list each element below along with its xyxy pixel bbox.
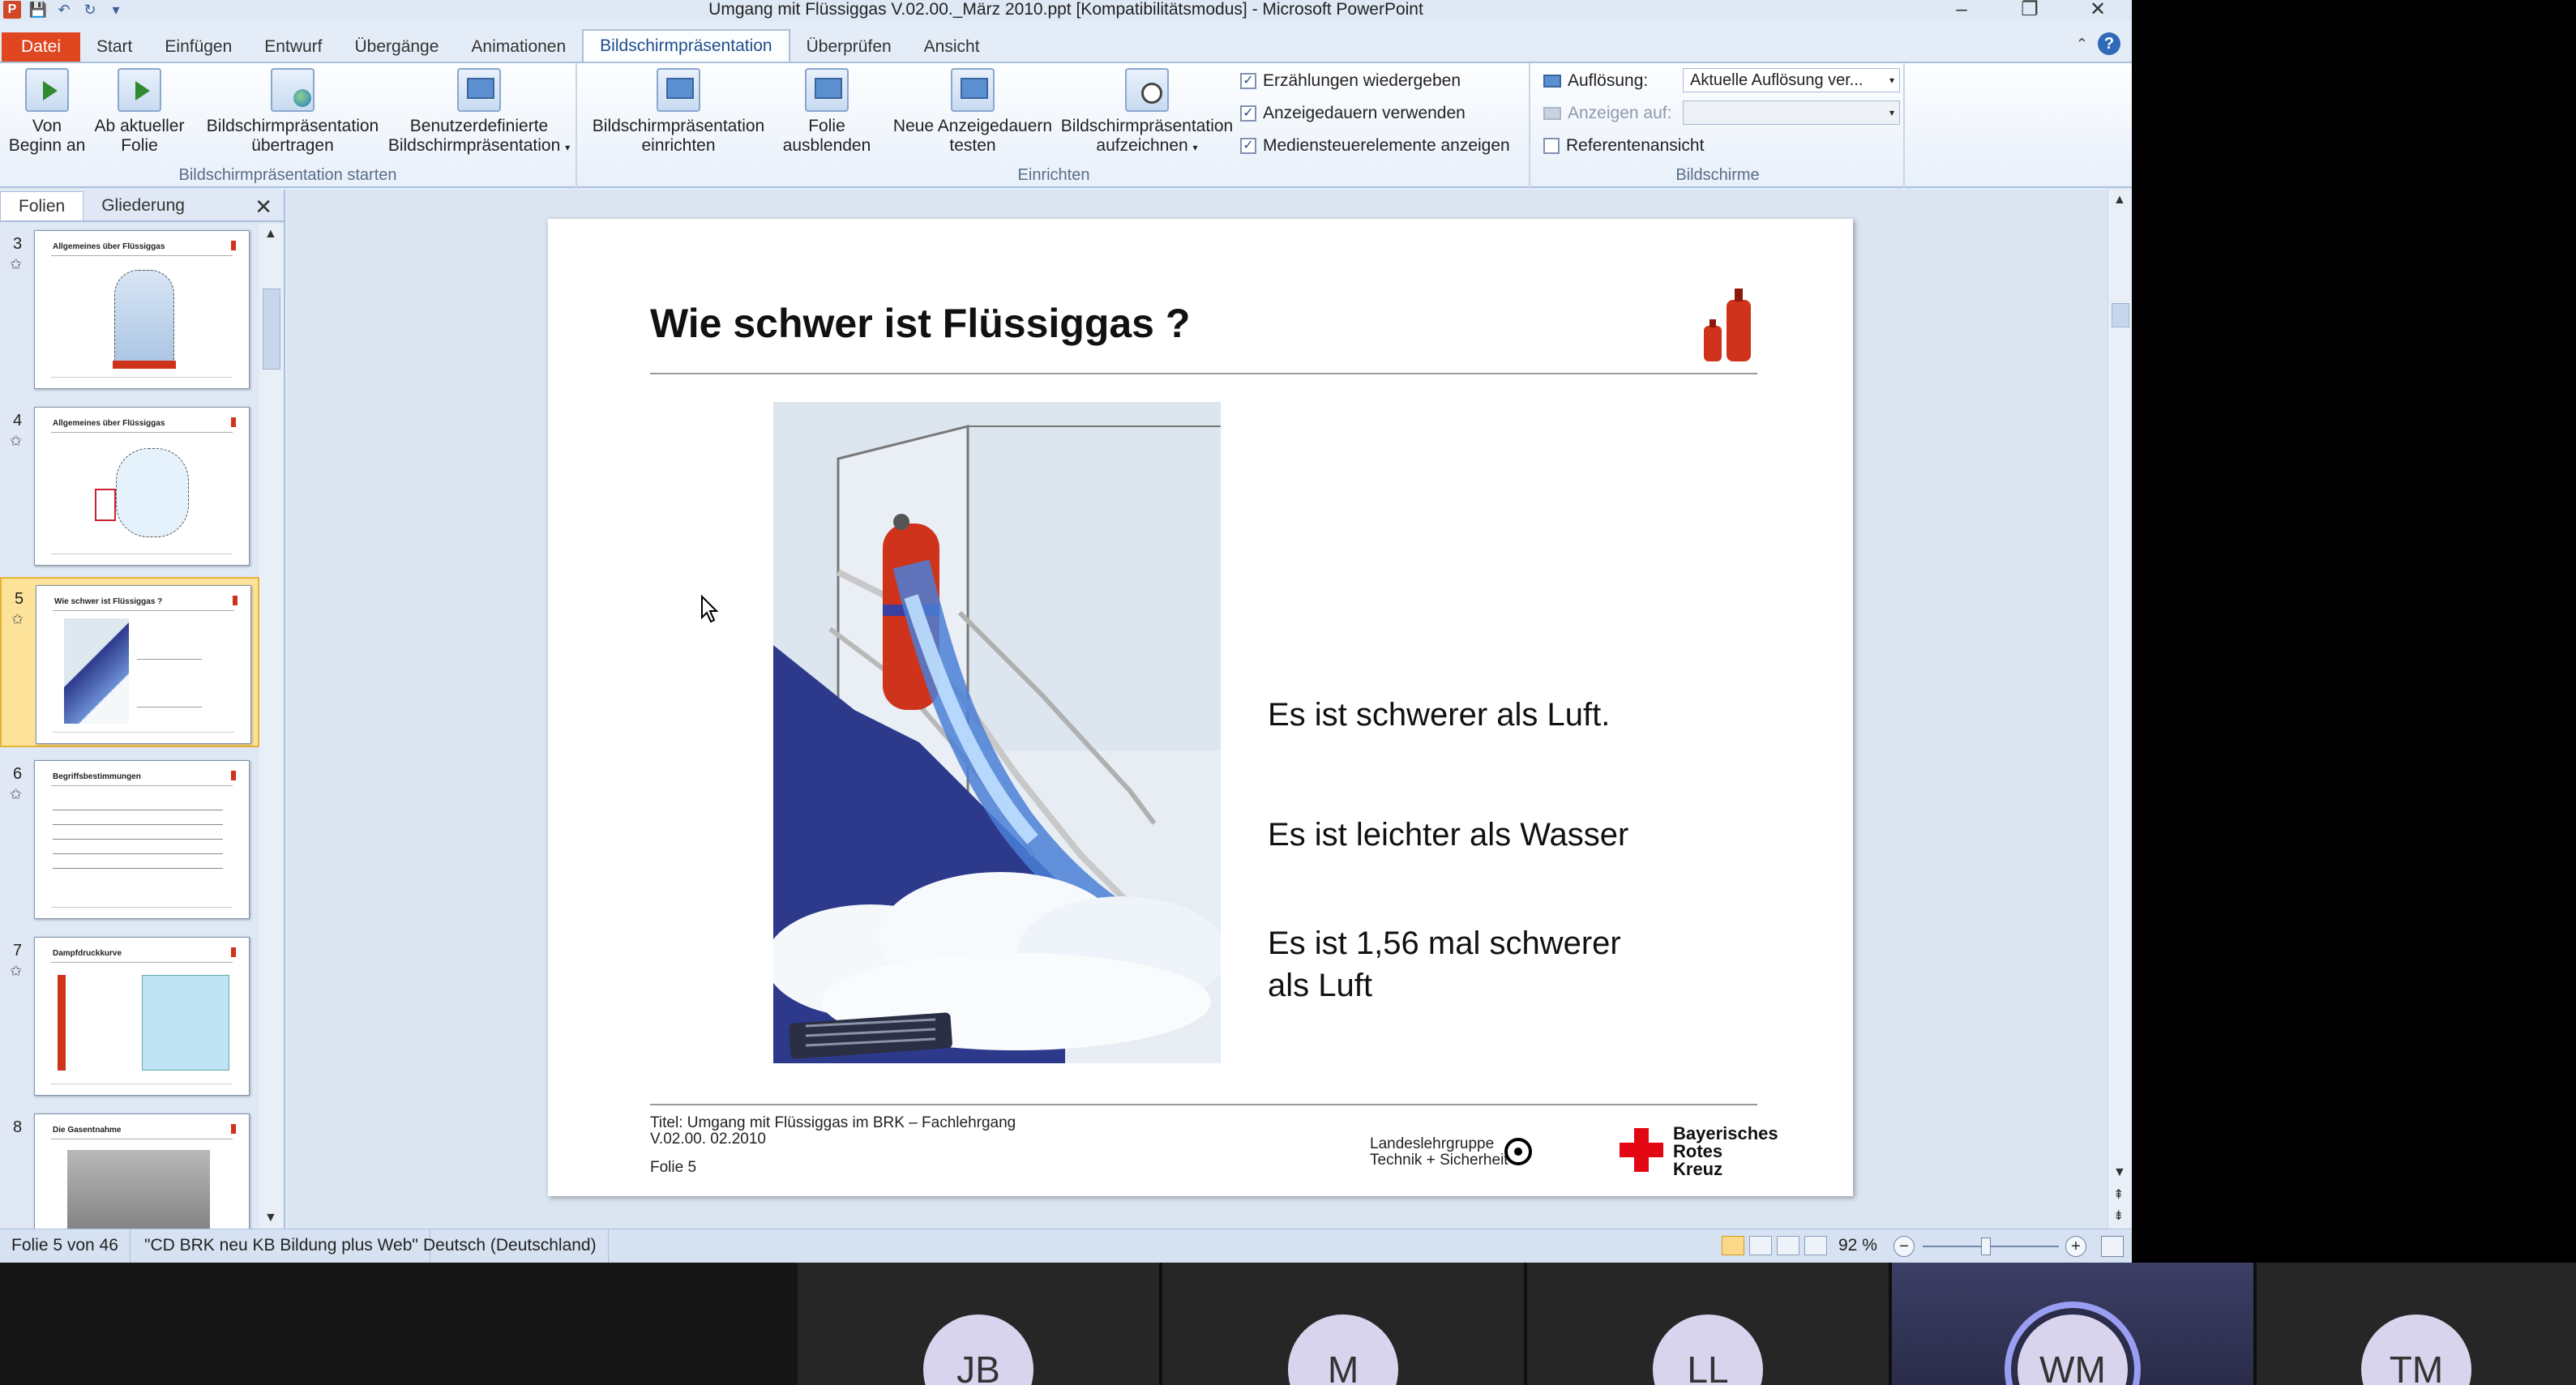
restore-button[interactable]: ❐ — [2021, 0, 2039, 20]
show-on-label-text: Anzeigen auf: — [1568, 104, 1672, 122]
show-on-select[interactable] — [1683, 100, 1900, 125]
prev-slide-icon[interactable]: ⇞ — [2113, 1188, 2125, 1202]
rehearse-timings-button[interactable] — [884, 68, 1062, 156]
title-bar — [0, 0, 2132, 21]
status-language[interactable]: Deutsch (Deutschland) — [412, 1229, 609, 1263]
resolution-select[interactable] — [1683, 68, 1900, 92]
resolution-label-text: Auflösung: — [1568, 71, 1649, 90]
status-bar — [0, 1229, 2132, 1263]
thumb-footer — [51, 1084, 233, 1087]
reading-view-icon[interactable] — [1777, 1236, 1799, 1255]
zoom-slider-knob[interactable] — [1981, 1238, 1991, 1255]
thumb-logo-icon — [231, 947, 236, 957]
thumb-curve-chart — [142, 975, 229, 1071]
tab-gliederung[interactable]: Gliederung — [101, 196, 185, 215]
avatar: M — [1288, 1314, 1398, 1385]
thumb-logo-icon — [231, 241, 236, 250]
participant-tile-jb[interactable] — [798, 1263, 1159, 1385]
from-beginning-label-1: Von — [32, 117, 62, 135]
tab-bildschirmpraesentation[interactable]: Bildschirmpräsentation — [582, 29, 789, 62]
brk-line-1: Bayerisches — [1673, 1123, 1778, 1143]
main-scrollbar[interactable] — [2107, 190, 2132, 1229]
thumb-logo-icon — [231, 417, 236, 427]
resolution-value: Aktuelle Auflösung ver... — [1690, 71, 1864, 89]
footer-divider — [650, 1104, 1757, 1105]
from-beginning-button[interactable] — [3, 68, 91, 156]
animation-star-icon: ✩ — [10, 963, 23, 979]
from-beginning-label-2: Beginn an — [8, 136, 86, 155]
brk-name — [1673, 1125, 1778, 1178]
group-start-slideshow — [0, 63, 577, 188]
thumb-text-block — [53, 802, 223, 874]
chk-timings-label: Anzeigedauern verwenden — [1263, 104, 1466, 122]
statement-lighter-than-water[interactable]: Es ist leichter als Wasser — [1268, 817, 1629, 853]
group-label-start: Bildschirmpräsentation starten — [178, 166, 397, 184]
from-current-label-1: Ab aktueller — [94, 117, 185, 135]
avatar: TM — [2361, 1314, 2471, 1385]
monitor-disabled-icon — [1543, 107, 1561, 120]
scroll-up-icon[interactable]: ▲ — [264, 227, 277, 241]
thumb-title: Allgemeines über Flüssiggas — [53, 419, 165, 428]
slide-canvas[interactable] — [548, 219, 1853, 1196]
record-label-2: aufzeichnen — [1096, 136, 1188, 155]
broadcast-globe-icon — [271, 68, 315, 112]
tab-einfuegen[interactable]: Einfügen — [165, 37, 233, 56]
thumb-rule — [51, 255, 233, 256]
redo-icon[interactable]: ↻ — [83, 1, 96, 18]
chevron-down-icon: ▾ — [1889, 75, 1894, 86]
scroll-down-icon[interactable]: ▼ — [264, 1211, 277, 1225]
slide-thumbnails — [0, 224, 259, 1229]
ribbon — [0, 62, 2132, 188]
window-controls — [1928, 0, 2132, 21]
scroll-thumb[interactable] — [263, 289, 280, 370]
thumb-number: 3 — [13, 235, 23, 253]
tab-entwurf[interactable]: Entwurf — [264, 37, 323, 56]
record-label-1: Bildschirmpräsentation — [1060, 117, 1234, 135]
animation-star-icon: ✩ — [10, 786, 23, 802]
chk-timings[interactable] — [1240, 104, 1466, 123]
slide-pane — [0, 190, 285, 1229]
statement-3-line-1: Es ist 1,56 mal schwerer — [1268, 925, 1621, 961]
thumb-number: 7 — [13, 942, 23, 960]
help-icon[interactable]: ? — [2098, 32, 2120, 55]
thumb-rule — [51, 785, 233, 786]
hide-label-2: ausblenden — [782, 136, 871, 155]
presenter-view-label: Referentenansicht — [1566, 136, 1705, 155]
thumb-preview — [34, 1114, 250, 1229]
thumb-number: 6 — [13, 765, 23, 783]
org-name — [1370, 1136, 1508, 1169]
play-icon — [25, 68, 69, 112]
group-label-setup: Einrichten — [1017, 166, 1090, 184]
normal-view-icon[interactable] — [1722, 1236, 1744, 1255]
close-button[interactable]: ✕ — [2089, 0, 2107, 20]
customize-qat-icon[interactable]: ▾ — [112, 1, 120, 18]
footer-info — [650, 1115, 1016, 1148]
avatar: JB — [923, 1314, 1033, 1385]
cursor-arrow-icon — [700, 595, 720, 624]
fit-to-window-icon[interactable] — [2101, 1236, 2124, 1257]
tab-ueberpruefen[interactable]: Überprüfen — [806, 37, 892, 56]
statement-3-line-2: als Luft — [1268, 968, 1372, 1003]
checkbox-unchecked-icon — [1543, 138, 1560, 154]
save-icon[interactable]: 💾 — [28, 1, 48, 18]
group-label-monitors: Bildschirme — [1675, 166, 1760, 184]
hide-slide-icon — [805, 68, 849, 112]
group-setup — [579, 63, 1530, 188]
chk-media-controls[interactable] — [1240, 136, 1510, 156]
custom-show-icon — [457, 68, 501, 112]
play-current-icon — [118, 68, 161, 112]
chk-presenter-view[interactable] — [1543, 136, 1704, 156]
thumb-preview — [34, 760, 250, 919]
custom-label-2: Bildschirmpräsentation — [387, 136, 561, 155]
thumb-rule — [51, 962, 233, 963]
statement-heavier-than-air[interactable]: Es ist schwerer als Luft. — [1268, 697, 1611, 733]
view-buttons — [1722, 1236, 1827, 1255]
participant-tile-m[interactable] — [1162, 1263, 1524, 1385]
title-divider — [650, 373, 1757, 374]
slide-sorter-view-icon[interactable] — [1749, 1236, 1772, 1255]
thumb-photo — [67, 1150, 210, 1229]
thumb-title: Begriffsbestimmungen — [53, 772, 141, 781]
tab-folien[interactable]: Folien — [0, 191, 83, 220]
minimize-ribbon-icon[interactable]: ⌃ — [2075, 35, 2088, 52]
slideshow-view-icon[interactable] — [1804, 1236, 1827, 1255]
thumb-preview — [34, 230, 250, 389]
status-slide-info: Folie 5 von 46 — [0, 1229, 131, 1263]
checkbox-checked-icon: ✓ — [1240, 105, 1256, 122]
custom-label-1: Benutzerdefinierte — [409, 117, 549, 135]
next-slide-icon[interactable]: ⇟ — [2113, 1209, 2125, 1223]
setup-icon — [657, 68, 700, 112]
meeting-participants-strip — [0, 1263, 2576, 1385]
ribbon-tabs-right — [2076, 32, 2120, 55]
org-line-2: Technik + Sicherheit — [1370, 1152, 1508, 1169]
checkbox-checked-icon: ✓ — [1240, 138, 1256, 154]
slide-pane-tabs — [0, 190, 284, 222]
powerpoint-app-icon[interactable]: P — [3, 1, 21, 19]
thumb-cloud-image — [116, 448, 189, 537]
resolution-label — [1543, 71, 1648, 91]
thumb-logo-icon — [231, 1124, 236, 1134]
tab-datei[interactable]: Datei — [2, 32, 80, 62]
ribbon-tabs — [0, 29, 2132, 62]
close-icon[interactable]: ✕ — [255, 194, 272, 219]
thumb-title: Allgemeines über Flüssiggas — [53, 242, 165, 251]
thumb-title: Dampfdruckkurve — [53, 949, 122, 958]
thumb-rule — [53, 610, 234, 611]
footer-slide-number: Folie 5 — [650, 1159, 697, 1176]
avatar: LL — [1653, 1314, 1763, 1385]
chk-narrations-label: Erzählungen wiedergeben — [1263, 71, 1461, 90]
gas-stairs-illustration — [773, 402, 1221, 1063]
zoom-level[interactable]: 92 % — [1838, 1236, 1877, 1255]
thumb-footer — [53, 732, 234, 735]
avatar: WM — [2018, 1314, 2128, 1385]
custom-slideshow-button[interactable] — [386, 68, 572, 157]
slide-thumb-6[interactable] — [0, 754, 259, 924]
record-clock-icon — [1125, 68, 1169, 112]
thumb-title: Die Gasentnahme — [53, 1126, 122, 1135]
thumb-title: Wie schwer ist Flüssiggas ? — [54, 597, 163, 606]
footer-version: V.02.00. 02.2010 — [650, 1131, 766, 1148]
thumb-tank-image — [114, 270, 174, 367]
from-current-label-2: Folie — [121, 136, 158, 155]
show-on-label — [1543, 104, 1671, 123]
slide-thumb-8[interactable] — [0, 1107, 259, 1229]
rehearse-label-1: Neue Anzeigedauern — [892, 117, 1053, 135]
footer-title: Titel: Umgang mit Flüssiggas im BRK – Fachlehrgang — [650, 1114, 1016, 1131]
gas-bottles-icon — [1699, 284, 1756, 365]
rehearse-label-2: testen — [949, 136, 996, 155]
animation-star-icon: ✩ — [11, 611, 24, 627]
group-monitors — [1532, 63, 1905, 188]
thumb-logo-icon — [233, 596, 237, 605]
zoom-in-icon[interactable]: + — [2065, 1236, 2086, 1257]
thumb-number: 8 — [13, 1118, 23, 1136]
slide-pane-scrollbar[interactable] — [259, 224, 284, 1229]
thumb-number: 5 — [15, 590, 24, 608]
thumb-tank-base — [113, 361, 176, 369]
scroll-thumb[interactable] — [2112, 303, 2129, 327]
red-cross-logo — [1620, 1128, 1663, 1172]
thumb-preview — [34, 407, 250, 566]
thumb-logo-icon — [231, 771, 236, 780]
chk-media-label: Mediensteuerelemente anzeigen — [1263, 136, 1510, 155]
window-title: Umgang mit Flüssiggas V.02.00._März 2010.ppt [Kompatibilitätsmodus] - Microsoft PowerPoint — [708, 0, 1423, 19]
meeting-strip-empty — [0, 1263, 798, 1385]
zoom-slider-track[interactable] — [1923, 1246, 2059, 1247]
slide-thumb-7[interactable] — [0, 930, 259, 1101]
participant-tile-tm[interactable] — [2257, 1263, 2576, 1385]
broadcast-label-2: übertragen — [251, 136, 334, 155]
checkbox-checked-icon: ✓ — [1240, 73, 1256, 89]
slide-edit-area — [287, 190, 2132, 1229]
thumb-preview — [36, 585, 251, 744]
from-current-slide-button[interactable] — [91, 68, 188, 156]
scroll-down-icon[interactable]: ▼ — [2113, 1165, 2126, 1179]
hide-label-1: Folie — [808, 117, 845, 135]
brk-line-2: Rotes — [1673, 1141, 1723, 1161]
thumb-bottle-image — [95, 489, 116, 521]
monitor-icon — [1543, 75, 1561, 88]
tab-ansicht[interactable]: Ansicht — [923, 37, 980, 56]
slide-thumb-5-selected[interactable] — [0, 577, 259, 747]
animation-star-icon: ✩ — [10, 433, 23, 449]
setup-label-1: Bildschirmpräsentation — [592, 117, 765, 135]
chk-narrations[interactable] — [1240, 71, 1461, 91]
dropdown-caret-icon: ▾ — [565, 142, 571, 153]
dropdown-caret-icon: ▾ — [1192, 142, 1198, 153]
slide-thumb-4[interactable] — [0, 400, 259, 571]
broadcast-label-1: Bildschirmpräsentation — [206, 117, 379, 135]
tab-animationen[interactable]: Animationen — [471, 37, 567, 56]
animation-star-icon: ✩ — [10, 256, 23, 272]
broadcast-slideshow-button[interactable] — [199, 68, 386, 156]
participant-tile-wm-speaking[interactable] — [1892, 1263, 2253, 1385]
chevron-down-icon: ▾ — [1889, 107, 1894, 118]
brk-line-3: Kreuz — [1673, 1159, 1723, 1179]
thumb-footer — [51, 377, 233, 380]
tab-uebergaenge[interactable]: Übergänge — [354, 37, 439, 56]
scroll-up-icon[interactable]: ▲ — [2113, 193, 2126, 207]
record-slideshow-button[interactable] — [1054, 68, 1240, 157]
thumb-footer — [51, 554, 233, 557]
setup-slideshow-button[interactable] — [585, 68, 772, 156]
statement-156-heavier[interactable] — [1268, 922, 1621, 1007]
setup-label-2: einrichten — [641, 136, 716, 155]
hide-slide-button[interactable] — [770, 68, 884, 156]
slide-title[interactable]: Wie schwer ist Flüssiggas ? — [650, 301, 1191, 346]
rehearse-icon — [951, 68, 995, 112]
thumb-text-lines — [137, 659, 202, 707]
status-theme[interactable]: "CD BRK neu KB Bildung plus Web" — [133, 1229, 430, 1263]
thumb-footer — [51, 907, 233, 910]
thumb-rule — [51, 432, 233, 433]
org-line-1: Landeslehrgruppe — [1370, 1135, 1495, 1152]
slide-thumb-3[interactable] — [0, 224, 259, 394]
undo-icon[interactable]: ↶ — [58, 1, 71, 18]
zoom-out-icon[interactable]: − — [1893, 1236, 1915, 1257]
minimize-button[interactable]: – — [1956, 0, 1967, 20]
participant-tile-ll[interactable] — [1527, 1263, 1889, 1385]
target-logo-icon — [1504, 1138, 1532, 1165]
thumb-stairs-image — [64, 618, 129, 724]
tab-start[interactable]: Start — [96, 37, 133, 56]
thumb-preview — [34, 937, 250, 1096]
thumb-number: 4 — [13, 412, 23, 430]
thumb-thermometer-image — [58, 975, 114, 1071]
